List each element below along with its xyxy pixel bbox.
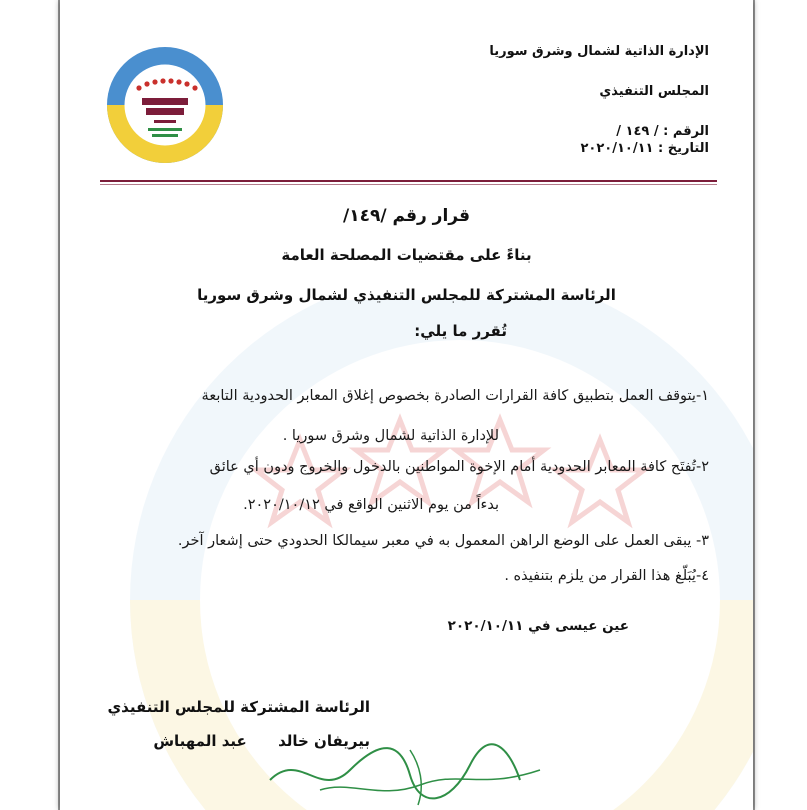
place-and-date: عين عيسى في ٢٠٢٠/١٠/١١: [447, 618, 629, 634]
document-date: التاريخ : ٢٠٢٠/١٠/١١: [580, 141, 709, 156]
council-name: المجلس التنفيذي: [599, 84, 709, 99]
decision-title: قرار رقم /١٤٩/: [343, 206, 470, 226]
item-1-line-1: ١-يتوقف العمل بتطبيق كافة القرارات الصادرة بخصوص إغلاق المعابر الحدودية التابعة: [201, 388, 709, 404]
page-margin-left: [0, 0, 60, 810]
item-4: ٤-يُبَلّغ هذا القرار من يلزم بتنفيذه .: [504, 568, 709, 584]
item-1-line-2: للإدارة الذاتية لشمال وشرق سوريا .: [282, 428, 499, 444]
official-seal-icon: [106, 46, 224, 164]
org-name: الإدارة الذاتية لشمال وشرق سوريا: [489, 44, 709, 59]
signatory-names: بيريفان خالد عبد المهباش: [153, 732, 370, 750]
item-3: ٣- يبقى العمل على الوضع الراهن المعمول به في معبر سيمالكا الحدودي حتى إشعار آخر.: [177, 533, 709, 549]
header-divider-thin: [100, 184, 717, 185]
page-margin-right: [753, 0, 807, 810]
document-number: الرقم : / ١٤٩ /: [616, 124, 709, 139]
item-2-line-2: بدءاً من يوم الاثنين الواقع في ٢٠٢٠/١٠/١٢.: [243, 497, 499, 513]
header-divider: [100, 180, 717, 182]
item-2-line-1: ٢-تُفتَح كافة المعابر الحدودية أمام الإخوة المواطنين بالدخول والخروج ودون أي عائق: [209, 459, 709, 475]
page-border-right: [753, 0, 755, 810]
preamble: بناءً على مقتضيات المصلحة العامة: [281, 246, 532, 264]
handwritten-signature-icon: [260, 730, 560, 810]
signatory-body: الرئاسة المشتركة للمجلس التنفيذي: [107, 698, 370, 716]
issuing-authority: الرئاسة المشتركة للمجلس التنفيذي لشمال وشرق سوريا: [197, 286, 616, 304]
decides-heading: تُقرر ما يلي:: [414, 322, 507, 340]
document-page: [60, 0, 753, 810]
